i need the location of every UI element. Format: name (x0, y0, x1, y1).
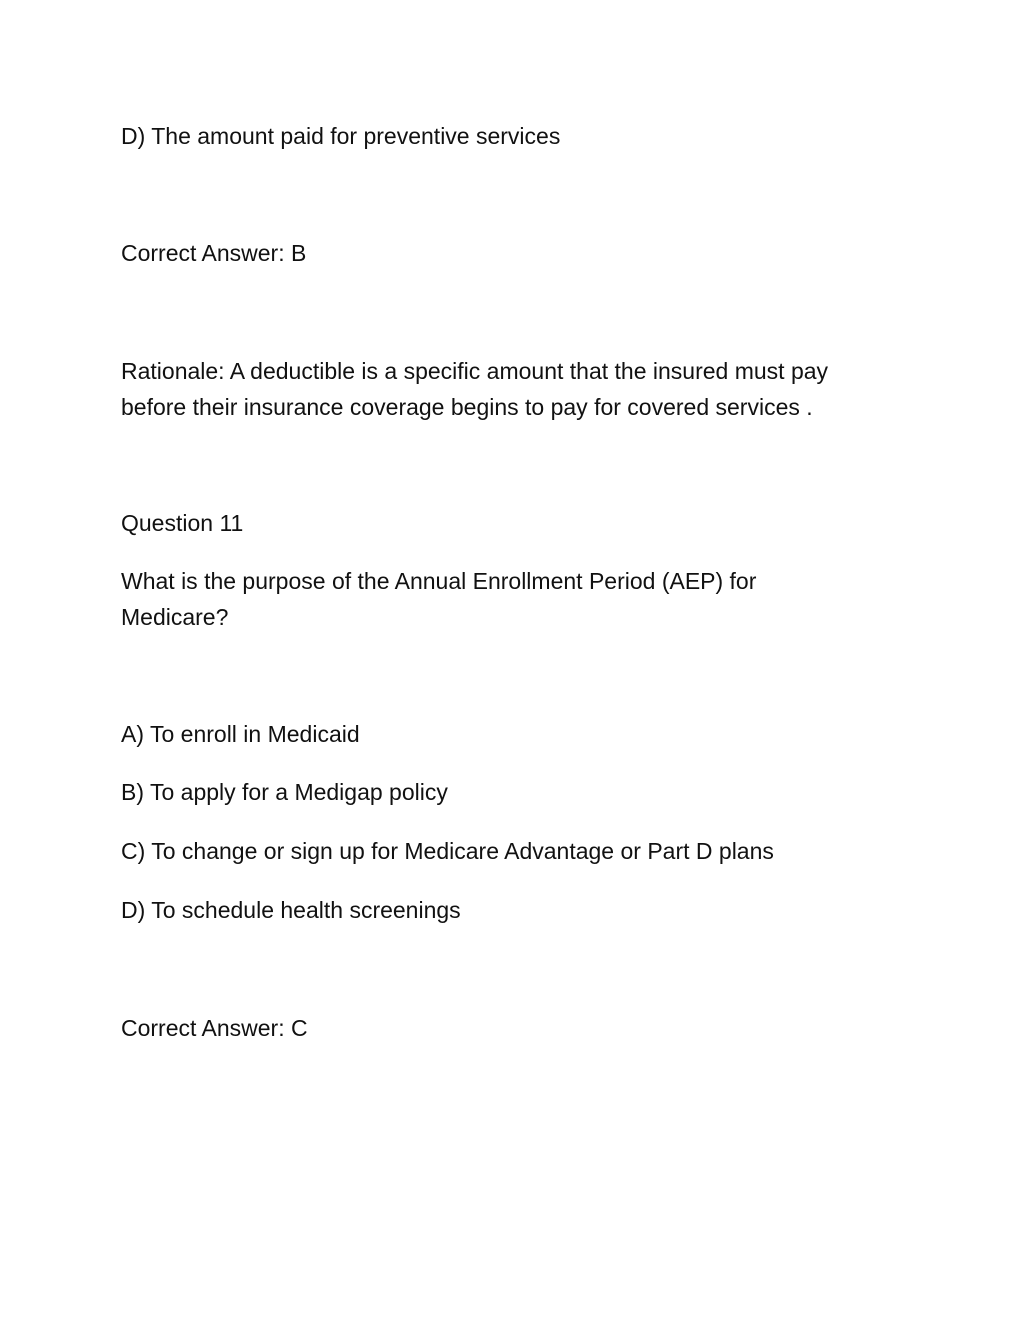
question-prompt-line-1: What is the purpose of the Annual Enrollment Period (AEP) for (121, 568, 757, 594)
previous-question-correct-answer: Correct Answer: B (121, 240, 307, 266)
question-prompt (121, 563, 901, 635)
rationale-line-1: Rationale: A deductible is a specific amount that the insured must pay (121, 358, 829, 384)
option-a: A) To enroll in Medicaid (121, 721, 360, 747)
option-d: D) To schedule health screenings (121, 897, 461, 923)
question-heading: Question 11 (121, 510, 244, 536)
previous-question-option-d: D) The amount paid for preventive services (121, 123, 561, 149)
option-b: B) To apply for a Medigap policy (121, 779, 448, 805)
option-c: C) To change or sign up for Medicare Advantage or Part D plans (121, 838, 774, 864)
question-correct-answer: Correct Answer: C (121, 1015, 308, 1041)
previous-question-rationale (121, 353, 901, 425)
question-prompt-line-2: Medicare? (121, 604, 229, 630)
rationale-line-2: before their insurance coverage begins to pay for covered services . (121, 394, 813, 420)
